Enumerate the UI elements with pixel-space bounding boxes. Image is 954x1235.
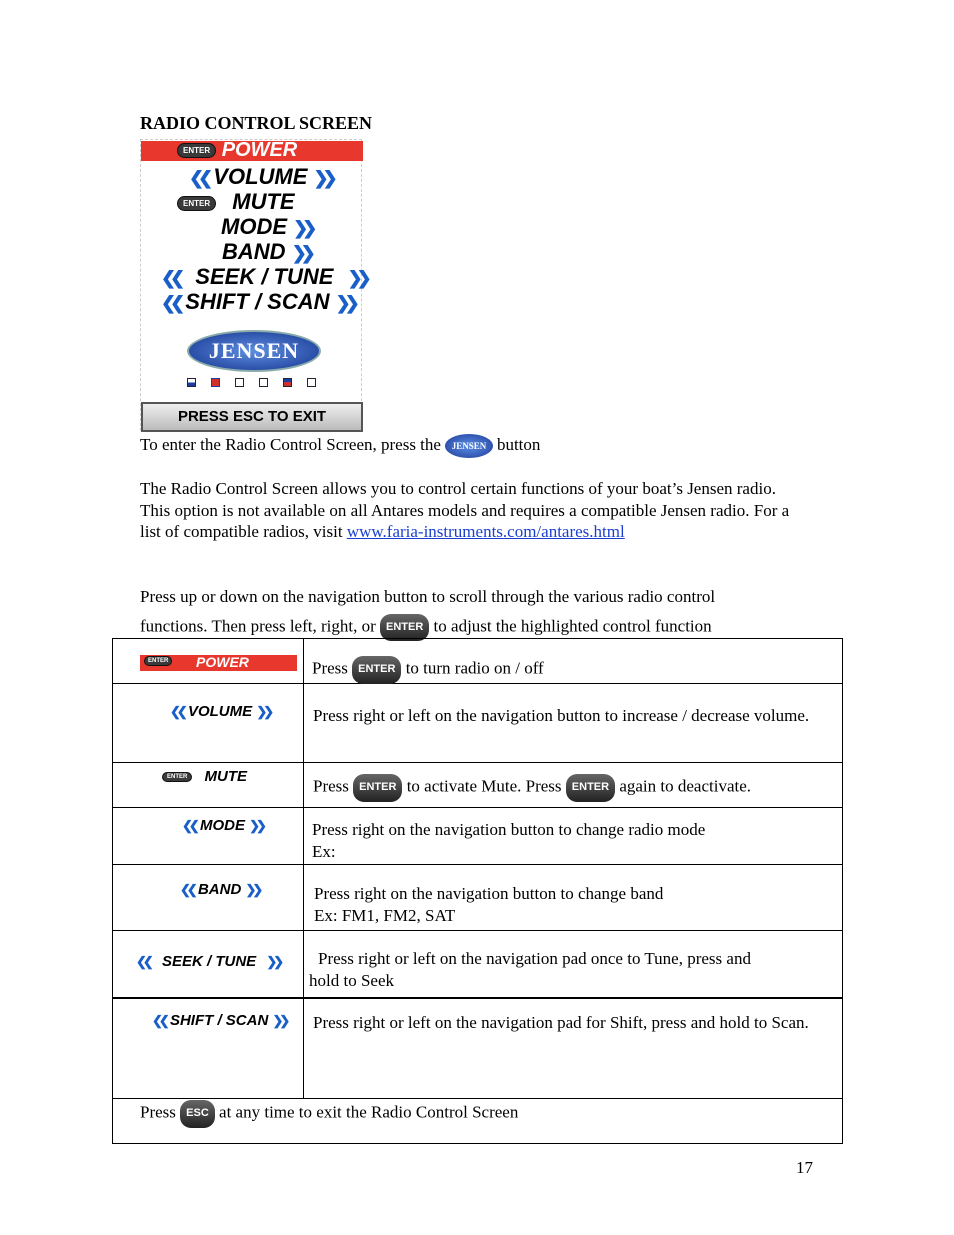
enter-button-icon: ENTER xyxy=(380,614,429,642)
double-left-arrow-icon: ❮❮ xyxy=(182,818,196,833)
page-number: 17 xyxy=(796,1158,813,1177)
double-right-arrow-icon: ❯❯ xyxy=(293,218,312,238)
enter-button-icon: ENTER xyxy=(353,774,402,802)
navigation-paragraph: Press up or down on the navigation button to scroll through the various radio control functions. Then press left, right, or ENTER to adjust the highlighted control function xyxy=(140,586,820,641)
double-left-arrow-icon: ❮❮ xyxy=(189,168,208,188)
double-left-arrow-icon: ❮❮ xyxy=(180,882,194,897)
table-border-right xyxy=(842,638,843,1144)
table-rule xyxy=(112,1143,843,1144)
table-label-seek-tune: ❮❮ SEEK / TUNE ❯❯ xyxy=(136,953,281,970)
screen-shift-item: ❮❮ SHIFT / SCAN ❯❯ xyxy=(161,289,354,314)
flag-icon xyxy=(187,378,196,387)
radio-control-screen-illustration xyxy=(140,139,366,431)
signal-flags xyxy=(187,378,317,388)
flag-icon xyxy=(283,378,292,387)
table-footer-esc: Press ESC at any time to exit the Radio Control Screen xyxy=(140,1100,518,1128)
intro-line: To enter the Radio Control Screen, press the JENSEN button xyxy=(140,434,820,458)
table-desc-mute: Press ENTER to activate Mute. Press ENTER again to deactivate. xyxy=(313,774,751,802)
table-rule xyxy=(112,762,843,763)
table-desc-volume: Press right or left on the navigation button to increase / decrease volume. xyxy=(313,706,810,725)
table-desc-band: Press right on the navigation button to change band Ex: FM1, FM2, SAT xyxy=(314,884,664,925)
table-label-mute: ENTER MUTE xyxy=(162,768,247,785)
table-rule xyxy=(112,864,843,865)
screen-power-item: ENTER POWER xyxy=(177,139,297,162)
double-right-arrow-icon: ❯❯ xyxy=(291,243,310,263)
flag-icon xyxy=(307,378,316,387)
enter-icon: ENTER xyxy=(177,196,216,211)
description-paragraph: The Radio Control Screen allows you to control certain functions of your boat’s Jensen radio. This option is not available on all Antares models and requires a compatible Jensen radio. For a list of compatible radios, visit www.faria-instruments.com/antares.html xyxy=(140,479,790,541)
double-left-arrow-icon: ❮❮ xyxy=(136,954,150,969)
press-esc-to-exit-bar: PRESS ESC TO EXIT xyxy=(141,402,363,432)
double-right-arrow-icon: ❯❯ xyxy=(266,954,281,969)
double-right-arrow-icon: ❯❯ xyxy=(256,704,271,719)
enter-icon: ENTER xyxy=(177,143,216,158)
table-rule xyxy=(112,930,843,931)
power-label-bar xyxy=(140,655,297,671)
double-right-arrow-icon: ❯❯ xyxy=(272,1013,287,1028)
table-border-left xyxy=(112,638,113,1144)
double-left-arrow-icon: ❮❮ xyxy=(152,1013,166,1028)
table-label-shift-scan: ❮❮ SHIFT / SCAN ❯❯ xyxy=(152,1012,287,1029)
enter-icon: ENTER xyxy=(162,772,192,782)
double-left-arrow-icon: ❮❮ xyxy=(161,293,180,313)
screen-mode-item: MODE ❯❯ xyxy=(221,214,312,239)
esc-button-icon: ESC xyxy=(180,1100,215,1128)
table-desc-seek-tune: Press right or left on the navigation pad once to Tune, press and hold to Seek xyxy=(309,949,751,990)
table-label-power: ENTER POWER xyxy=(164,654,249,670)
power-highlight-bar xyxy=(141,141,363,161)
function-table xyxy=(112,638,843,1144)
table-desc-mode: Press right on the navigation button to change radio mode Ex: xyxy=(312,820,706,861)
table-label-band: ❮❮ BAND ❯❯ xyxy=(180,881,260,898)
table-rule xyxy=(112,807,843,808)
double-right-arrow-icon: ❯❯ xyxy=(249,818,263,833)
jensen-button-icon: JENSEN xyxy=(445,434,493,458)
table-rule xyxy=(112,997,843,999)
table-rule xyxy=(112,1098,843,1099)
flag-icon xyxy=(259,378,268,387)
double-right-arrow-icon: ❯❯ xyxy=(245,882,260,897)
screen-seek-item: ❮❮ SEEK / TUNE ❯❯ xyxy=(161,264,366,289)
jensen-logo: JENSEN xyxy=(187,330,321,372)
enter-button-icon: ENTER xyxy=(566,774,615,802)
table-label-mode: ❮❮ MODE ❯❯ xyxy=(182,817,263,834)
table-column-divider xyxy=(303,638,304,1098)
double-left-arrow-icon: ❮❮ xyxy=(170,704,184,719)
flag-icon xyxy=(235,378,244,387)
enter-icon: ENTER xyxy=(144,656,172,666)
enter-button-icon: ENTER xyxy=(352,656,401,684)
double-right-arrow-icon: ❯❯ xyxy=(335,293,354,313)
screen-volume-item: ❮❮ VOLUME ❯❯ xyxy=(189,164,332,189)
table-desc-power: Press ENTER to turn radio on / off xyxy=(312,656,544,684)
table-label-volume: ❮❮ VOLUME ❯❯ xyxy=(170,703,271,720)
screen-mute-item: ENTER MUTE xyxy=(177,189,295,215)
flag-icon xyxy=(211,378,220,387)
faria-website-link[interactable]: www.faria-instruments.com/antares.html xyxy=(346,522,625,541)
double-left-arrow-icon: ❮❮ xyxy=(161,268,180,288)
double-right-arrow-icon: ❯❯ xyxy=(313,168,332,188)
double-right-arrow-icon: ❯❯ xyxy=(347,268,366,288)
table-rule xyxy=(112,638,843,639)
table-desc-shift-scan: Press right or left on the navigation pad for Shift, press and hold to Scan. xyxy=(313,1013,809,1032)
section-heading: RADIO CONTROL SCREEN xyxy=(140,113,373,133)
screen-band-item: BAND ❯❯ xyxy=(222,239,310,264)
